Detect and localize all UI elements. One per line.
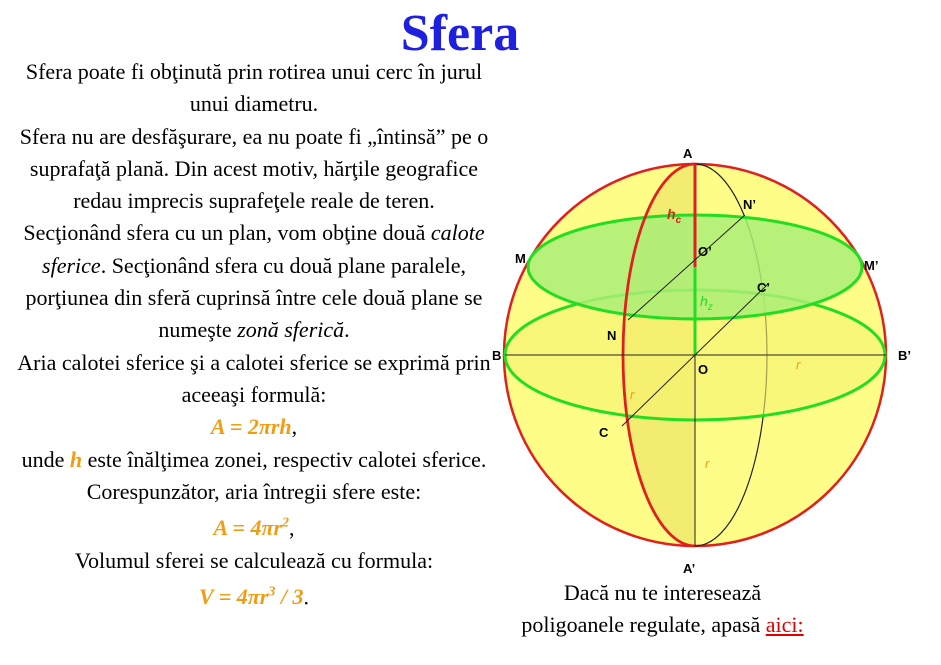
page-title: Sfera (400, 5, 520, 62)
label-O: O (698, 362, 709, 377)
formula-volume-exponent: 3 (268, 585, 276, 601)
label-radius-diagonal: r (630, 387, 635, 402)
label-O-prime: O’ (698, 244, 712, 259)
label-M-prime: M’ (864, 258, 879, 273)
label-N: N (607, 328, 617, 343)
footer-line-2 (490, 609, 835, 641)
h-def-text-2: este înălţimea zonei, respectiv calotei sferice. (82, 446, 487, 472)
formula-sphere-area-comma: , (289, 515, 295, 541)
label-radius-vertical: r (705, 456, 710, 471)
formula-cap-area-comma: , (291, 414, 298, 440)
paragraph-volume-intro: Volumul sferei se calculează cu formula: (74, 547, 434, 573)
formula-volume-base: V = 4πr (198, 584, 269, 610)
h-variable: h (69, 446, 83, 472)
paragraph-rotation: Sfera poate fi obţinută prin rotirea unui cerc în jurul unui diametru. (25, 59, 483, 117)
formula-cap-area: A = 2πrh (210, 414, 292, 440)
label-B-prime: B’ (898, 348, 911, 363)
formula-sphere-area-base: A = 4πr (213, 515, 283, 541)
sections-text-2: . Secţionând sfera cu două plane paralele, porţiunea din sferă cuprinsă între cele două plane se numeşte (25, 252, 483, 343)
label-radius-horizontal: r (796, 357, 801, 372)
sections-text-3: . (344, 317, 350, 343)
h-def-text-1: unde (21, 446, 70, 472)
label-N-prime: N’ (743, 197, 756, 212)
label-B: B (492, 348, 502, 363)
footer-note (490, 577, 835, 641)
label-C: C (599, 425, 609, 440)
label-zone-height-sub: z (707, 302, 713, 313)
term-spherical-cap: calote sferice (42, 220, 485, 278)
paragraph-sphere-area-intro: Corespunzător, aria întregii sfere este: (86, 478, 422, 504)
formula-volume-divisor: / 3 (275, 584, 304, 610)
paragraph-unfolding: Sfera nu are desfăşurare, ea nu poate fi „întinsă” pe o suprafaţă plană. Din acest motiv, hărţile geografice redau imprecis suprafeţele reale de teren. (19, 123, 489, 214)
formula-sphere-area-exponent: 2 (282, 516, 290, 532)
formula-volume-period: . (303, 584, 309, 610)
label-A: A (683, 146, 693, 161)
label-cap-height-sub: c (675, 215, 682, 226)
footer-line-2-text: poligoanele regulate, apasă (521, 612, 766, 637)
here-link[interactable]: aici: (765, 612, 804, 637)
label-C-prime: C’ (757, 280, 770, 295)
label-zone-height-h: h (700, 293, 708, 309)
label-cap-height-h: h (667, 206, 676, 222)
label-M: M (515, 251, 526, 266)
label-A-prime: A’ (683, 561, 696, 576)
paragraph-area-intro: Aria calotei sferice şi a calotei sferice se exprimă prin aceeaşi formulă: (17, 349, 491, 407)
footer-line-1: Dacă nu te interesează (563, 580, 762, 605)
term-spherical-zone: zonă sferică (237, 317, 345, 343)
sections-text-1: Secţionând sfera cu un plan, vom obţine două (23, 220, 431, 246)
